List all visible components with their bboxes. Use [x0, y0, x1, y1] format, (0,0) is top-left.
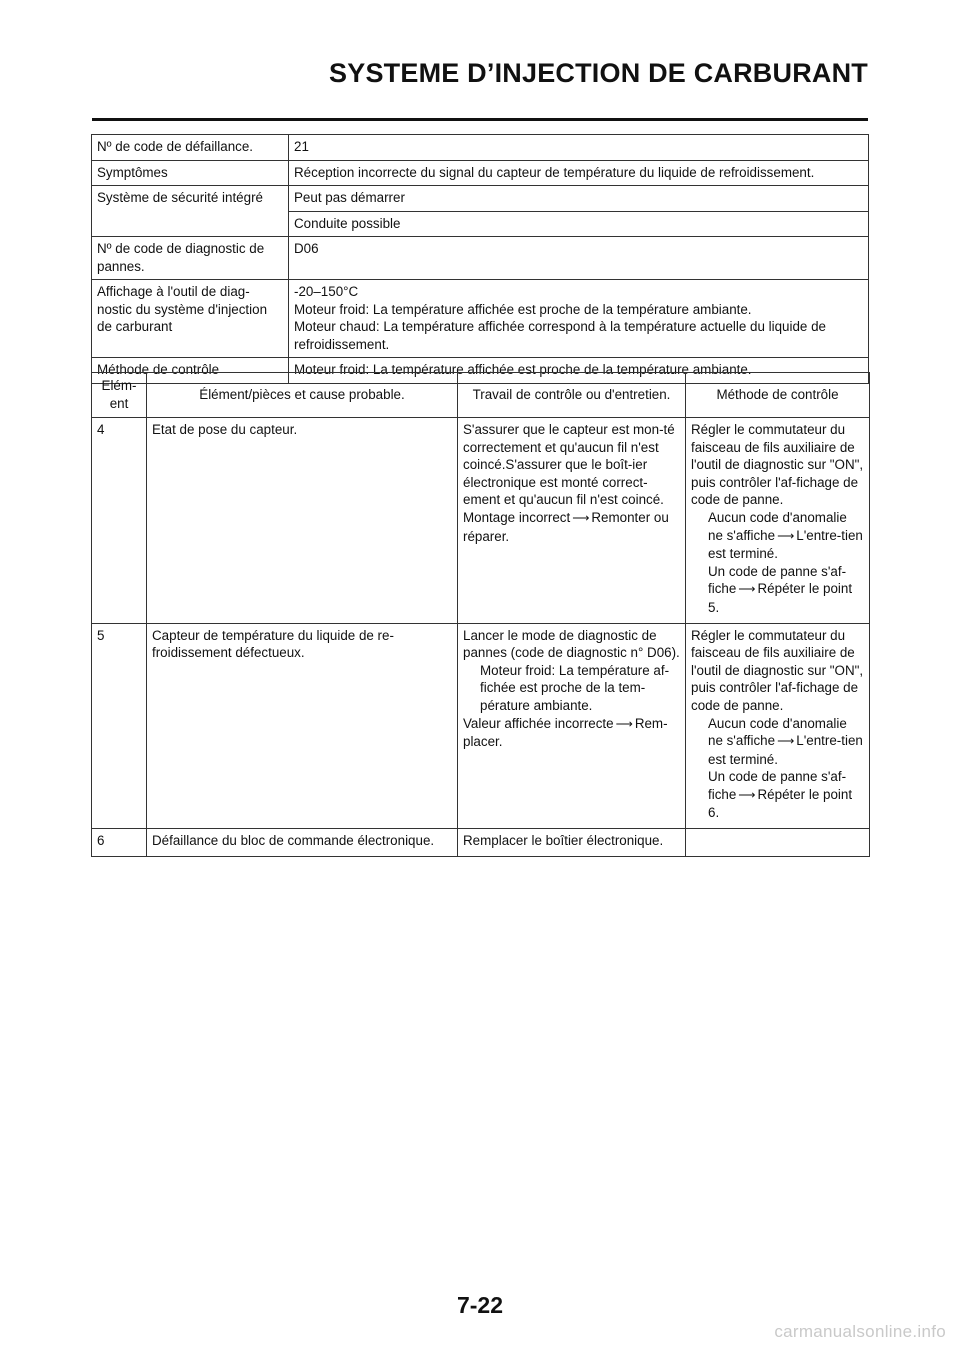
row-item-number: 6 [92, 829, 147, 857]
display-value [289, 280, 869, 358]
safety-row [92, 186, 869, 212]
procedure-header-row [92, 373, 870, 418]
method-case-ok [691, 509, 864, 563]
work-result [463, 509, 680, 545]
right-arrow-icon: ⟶ [615, 716, 633, 731]
header-work: Travail de contrôle ou d'entretien. [458, 373, 686, 418]
case-ok-result: L'entre-tien est terminé. [708, 527, 863, 562]
work-expected: Moteur froid: La température af-fichée est proche de la tem-pérature ambiante. [480, 662, 670, 713]
safety-row-2 [92, 211, 869, 237]
table-row [92, 623, 870, 829]
row-method [686, 623, 870, 829]
display-label: Affichage à l'outil de diag-nostic du système d'injection de carburant [92, 280, 289, 358]
table-row [92, 418, 870, 624]
row-cause: Défaillance du bloc de commande électronique. [147, 829, 458, 857]
header-cause: Élément/pièces et cause probable. [147, 373, 458, 418]
symptom-row [92, 160, 869, 186]
right-arrow-icon: ⟶ [777, 734, 795, 749]
work-condition: Valeur affichée incorrecte [463, 715, 614, 731]
row-method [686, 418, 870, 624]
display-range: -20–150°C [294, 284, 359, 299]
row-work [458, 623, 686, 829]
display-hot: Moteur chaud: La température affichée correspond à la température actuelle du liquide de refroidissement. [294, 319, 826, 352]
safety-label-cont [92, 211, 289, 237]
right-arrow-icon: ⟶ [738, 787, 756, 802]
safety-label: Système de sécurité intégré [92, 186, 289, 212]
work-action: Remonter ou réparer. [463, 509, 669, 544]
method-value: Moteur froid: La température affichée est proche de la température ambiante. [289, 358, 869, 384]
row-work [458, 418, 686, 624]
method-case-fault [691, 563, 864, 617]
work-result [463, 715, 680, 751]
right-arrow-icon: ⟶ [572, 510, 590, 525]
work-condition: Montage incorrect [463, 509, 571, 525]
display-cold: Moteur froid: La température affichée est proche de la température ambiante. [294, 301, 752, 317]
work-text: S'assurer que le capteur est mon-té correctement et qu'aucun fil n'est coincé.S'assurer que le boît-ier électronique est monté correct-ement et qu'aucun fil n'est coincé. [463, 422, 675, 508]
method-intro: Régler le commutateur du faisceau de fils auxiliaire de l'outil de diagnostic sur "ON", puis contrôler l'af-fichage de code de panne. [691, 422, 864, 508]
watermark[interactable]: carmanualsonline.info [774, 1322, 946, 1341]
method-case-fault [691, 768, 864, 822]
row-method [686, 829, 870, 857]
header-method: Méthode de contrôle [686, 373, 870, 418]
procedure-table [91, 372, 870, 857]
code-value: 21 [289, 135, 869, 161]
case-fault-condition: Un code de panne s'af-fiche [708, 563, 847, 597]
page-number: 7-22 [456, 1292, 504, 1318]
row-item-number: 5 [92, 623, 147, 829]
method-intro: Régler le commutateur du faisceau de fils auxiliaire de l'outil de diagnostic sur "ON", puis contrôler l'af-fichage de code de panne. [691, 627, 864, 713]
row-item-number: 4 [92, 418, 147, 624]
case-fault-result: Répéter le point 6. [708, 786, 853, 821]
safety-value-1: Peut pas démarrer [289, 186, 869, 212]
row-work: Remplacer le boîtier électronique. [458, 829, 686, 857]
code-row [92, 135, 869, 161]
method-label: Méthode de contrôle [92, 358, 289, 384]
work-action: Rem-placer. [463, 715, 668, 750]
safety-value-2: Conduite possible [289, 211, 869, 237]
diag-label: Nº de code de diagnostic de pannes. [92, 237, 289, 280]
case-ok-condition: Aucun code d'anomalie ne s'affiche [708, 715, 847, 749]
right-arrow-icon: ⟶ [777, 528, 795, 543]
symptom-value: Réception incorrecte du signal du capteur de température du liquide de refroidissement. [289, 160, 869, 186]
work-text: Lancer le mode de diagnostic de pannes (code de diagnostic n° D06). [463, 627, 680, 661]
right-arrow-icon: ⟶ [738, 582, 756, 597]
case-ok-condition: Aucun code d'anomalie ne s'affiche [708, 509, 847, 543]
fault-info-table [91, 134, 869, 384]
diag-value: D06 [289, 237, 869, 280]
cause-text: Capteur de température du liquide de re-froidissement défectueux. [152, 627, 394, 661]
row-cause [147, 623, 458, 829]
case-fault-condition: Un code de panne s'af-fiche [708, 769, 847, 802]
method-case-ok [691, 715, 864, 769]
case-fault-result: Répéter le point 5. [708, 581, 853, 615]
code-label: Nº de code de défaillance. [92, 135, 289, 161]
row-cause: Etat de pose du capteur. [147, 418, 458, 624]
title-rule [92, 118, 868, 121]
page-title: SYSTEME D’INJECTION DE CARBURANT [329, 58, 868, 88]
display-row [92, 280, 869, 358]
table-row [92, 829, 870, 857]
symptom-label: Symptômes [92, 160, 289, 186]
case-ok-result: L'entre-tien est terminé. [708, 733, 863, 767]
header-item: Elém-ent [92, 373, 147, 418]
diag-row [92, 237, 869, 280]
